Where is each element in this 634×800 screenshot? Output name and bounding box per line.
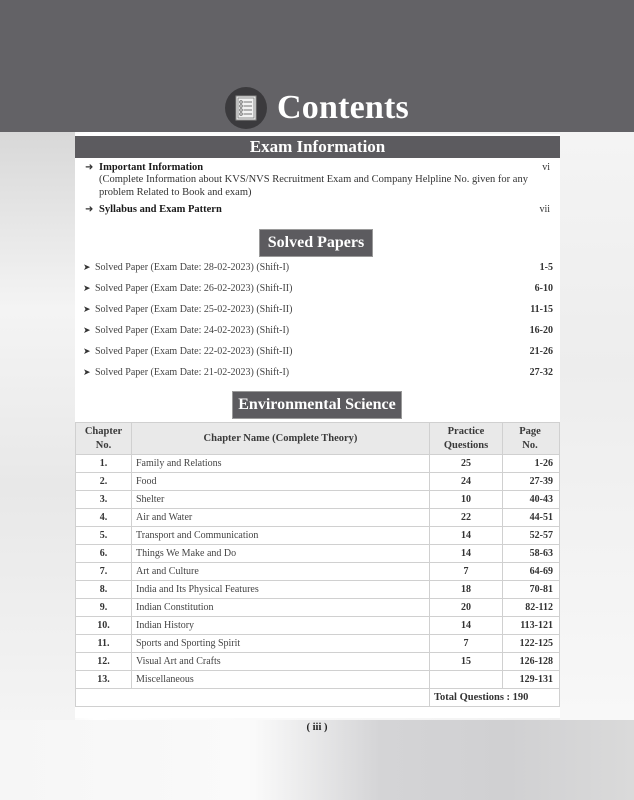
arrow-right-icon: ➜ — [85, 162, 94, 173]
col-header-practice-questions: Practice Questions — [430, 423, 503, 455]
toc-entry-solved-paper[interactable] — [83, 283, 553, 297]
title-block — [0, 84, 634, 132]
entry-description: (Complete Information about KVS/NVS Recruitment Exam and Company Helpline No. given for any problem Related to Book and exam) — [99, 174, 528, 198]
entry-label: Solved Paper (Exam Date: 26-02-2023) (Shift-II) — [95, 283, 293, 294]
table-row[interactable] — [76, 491, 560, 509]
chapter-name: Visual Art and Crafts — [132, 653, 430, 671]
chapter-no: 6. — [76, 545, 132, 563]
arrowhead-bullet-icon: ➤ — [83, 367, 91, 377]
chapter-name: Indian History — [132, 617, 430, 635]
practice-questions: 7 — [430, 635, 503, 653]
entry-label: Solved Paper (Exam Date: 28-02-2023) (Shift-I) — [95, 262, 290, 273]
chapter-name: India and Its Physical Features — [132, 581, 430, 599]
page-range: 113-121 — [503, 617, 560, 635]
practice-questions: 14 — [430, 545, 503, 563]
arrowhead-bullet-icon: ➤ — [83, 325, 91, 335]
toc-entry-solved-paper[interactable] — [83, 262, 553, 276]
total-questions: Total Questions : 190 — [430, 689, 560, 707]
entry-pages: 27-32 — [529, 367, 553, 378]
toc-entry-important-information[interactable] — [85, 162, 550, 199]
arrow-right-icon: ➜ — [85, 204, 94, 215]
chapter-no: 3. — [76, 491, 132, 509]
background-right-shade — [560, 132, 634, 722]
toc-entry-solved-paper[interactable] — [83, 367, 553, 381]
chapter-name: Art and Culture — [132, 563, 430, 581]
table-row[interactable] — [76, 671, 560, 689]
entry-label: Solved Paper (Exam Date: 21-02-2023) (Shift-I) — [95, 367, 290, 378]
arrowhead-bullet-icon: ➤ — [83, 304, 91, 314]
chapter-no: 2. — [76, 473, 132, 491]
page-title: Contents — [277, 89, 409, 126]
page-range: 58-63 — [503, 545, 560, 563]
practice-questions: 15 — [430, 653, 503, 671]
practice-questions: 14 — [430, 617, 503, 635]
practice-questions: 7 — [430, 563, 503, 581]
chapter-no: 1. — [76, 455, 132, 473]
table-row[interactable] — [76, 617, 560, 635]
practice-questions: 25 — [430, 455, 503, 473]
entry-page: vi — [542, 162, 550, 173]
chapter-name: Transport and Communication — [132, 527, 430, 545]
chapter-no: 10. — [76, 617, 132, 635]
chapter-name: Sports and Sporting Spirit — [132, 635, 430, 653]
chapter-name: Shelter — [132, 491, 430, 509]
chapter-name: Indian Constitution — [132, 599, 430, 617]
page-range: 64-69 — [503, 563, 560, 581]
table-row[interactable] — [76, 455, 560, 473]
practice-questions: 20 — [430, 599, 503, 617]
background-left-shade — [0, 132, 75, 722]
page-range: 129-131 — [503, 671, 560, 689]
chapter-name: Family and Relations — [132, 455, 430, 473]
toc-entry-solved-paper[interactable] — [83, 346, 553, 360]
checklist-document-icon — [225, 87, 267, 129]
col-header-page-no: Page No. — [503, 423, 560, 455]
arrowhead-bullet-icon: ➤ — [83, 262, 91, 272]
page-range: 52-57 — [503, 527, 560, 545]
section-heading-environmental-science: Environmental Science — [232, 391, 402, 419]
toc-entry-syllabus[interactable] — [85, 204, 550, 215]
entry-page: vii — [539, 204, 550, 215]
chapter-no: 9. — [76, 599, 132, 617]
practice-questions: 14 — [430, 527, 503, 545]
table-total-row — [76, 689, 560, 707]
table-row[interactable] — [76, 527, 560, 545]
practice-questions: 24 — [430, 473, 503, 491]
page-range: 82-112 — [503, 599, 560, 617]
chapter-table — [75, 422, 560, 707]
entry-pages: 11-15 — [530, 304, 553, 315]
chapter-no: 8. — [76, 581, 132, 599]
chapter-name: Miscellaneous — [132, 671, 430, 689]
table-row[interactable] — [76, 635, 560, 653]
page-number: ( iii ) — [306, 722, 328, 733]
page-range: 44-51 — [503, 509, 560, 527]
page-range: 27-39 — [503, 473, 560, 491]
section-heading-exam-information: Exam Information — [75, 136, 560, 158]
col-header-chapter-no: Chapter No. — [76, 423, 132, 455]
table-row[interactable] — [76, 545, 560, 563]
chapter-no: 5. — [76, 527, 132, 545]
page-range: 40-43 — [503, 491, 560, 509]
entry-pages: 21-26 — [529, 346, 553, 357]
table-row[interactable] — [76, 509, 560, 527]
entry-pages: 16-20 — [529, 325, 553, 336]
table-header-row — [76, 423, 560, 455]
table-row[interactable] — [76, 563, 560, 581]
arrowhead-bullet-icon: ➤ — [83, 346, 91, 356]
arrowhead-bullet-icon: ➤ — [83, 283, 91, 293]
entry-label: Solved Paper (Exam Date: 22-02-2023) (Shift-II) — [95, 346, 293, 357]
chapter-name: Air and Water — [132, 509, 430, 527]
entry-pages: 1-5 — [539, 262, 553, 273]
toc-entry-solved-paper[interactable] — [83, 304, 553, 318]
entry-label: Solved Paper (Exam Date: 24-02-2023) (Shift-I) — [95, 325, 290, 336]
chapter-name: Things We Make and Do — [132, 545, 430, 563]
chapter-no: 11. — [76, 635, 132, 653]
entry-label: Syllabus and Exam Pattern — [99, 204, 222, 215]
page-range: 126-128 — [503, 653, 560, 671]
col-header-chapter-name: Chapter Name (Complete Theory) — [132, 423, 430, 455]
entry-label: Solved Paper (Exam Date: 25-02-2023) (Shift-II) — [95, 304, 293, 315]
contents-sheet — [75, 134, 560, 718]
page-range: 122-125 — [503, 635, 560, 653]
practice-questions: 22 — [430, 509, 503, 527]
practice-questions: 10 — [430, 491, 503, 509]
table-row[interactable] — [76, 581, 560, 599]
chapter-no: 7. — [76, 563, 132, 581]
table-row[interactable] — [76, 473, 560, 491]
table-row[interactable] — [76, 653, 560, 671]
page-range: 1-26 — [503, 455, 560, 473]
entry-label: Important Information — [99, 162, 204, 173]
practice-questions: 18 — [430, 581, 503, 599]
chapter-name: Food — [132, 473, 430, 491]
chapter-no: 13. — [76, 671, 132, 689]
entry-pages: 6-10 — [534, 283, 553, 294]
page-range: 70-81 — [503, 581, 560, 599]
total-spacer — [76, 689, 430, 707]
practice-questions — [430, 671, 503, 689]
toc-entry-solved-paper[interactable] — [83, 325, 553, 339]
chapter-no: 12. — [76, 653, 132, 671]
chapter-no: 4. — [76, 509, 132, 527]
section-heading-solved-papers: Solved Papers — [259, 229, 373, 257]
table-row[interactable] — [76, 599, 560, 617]
